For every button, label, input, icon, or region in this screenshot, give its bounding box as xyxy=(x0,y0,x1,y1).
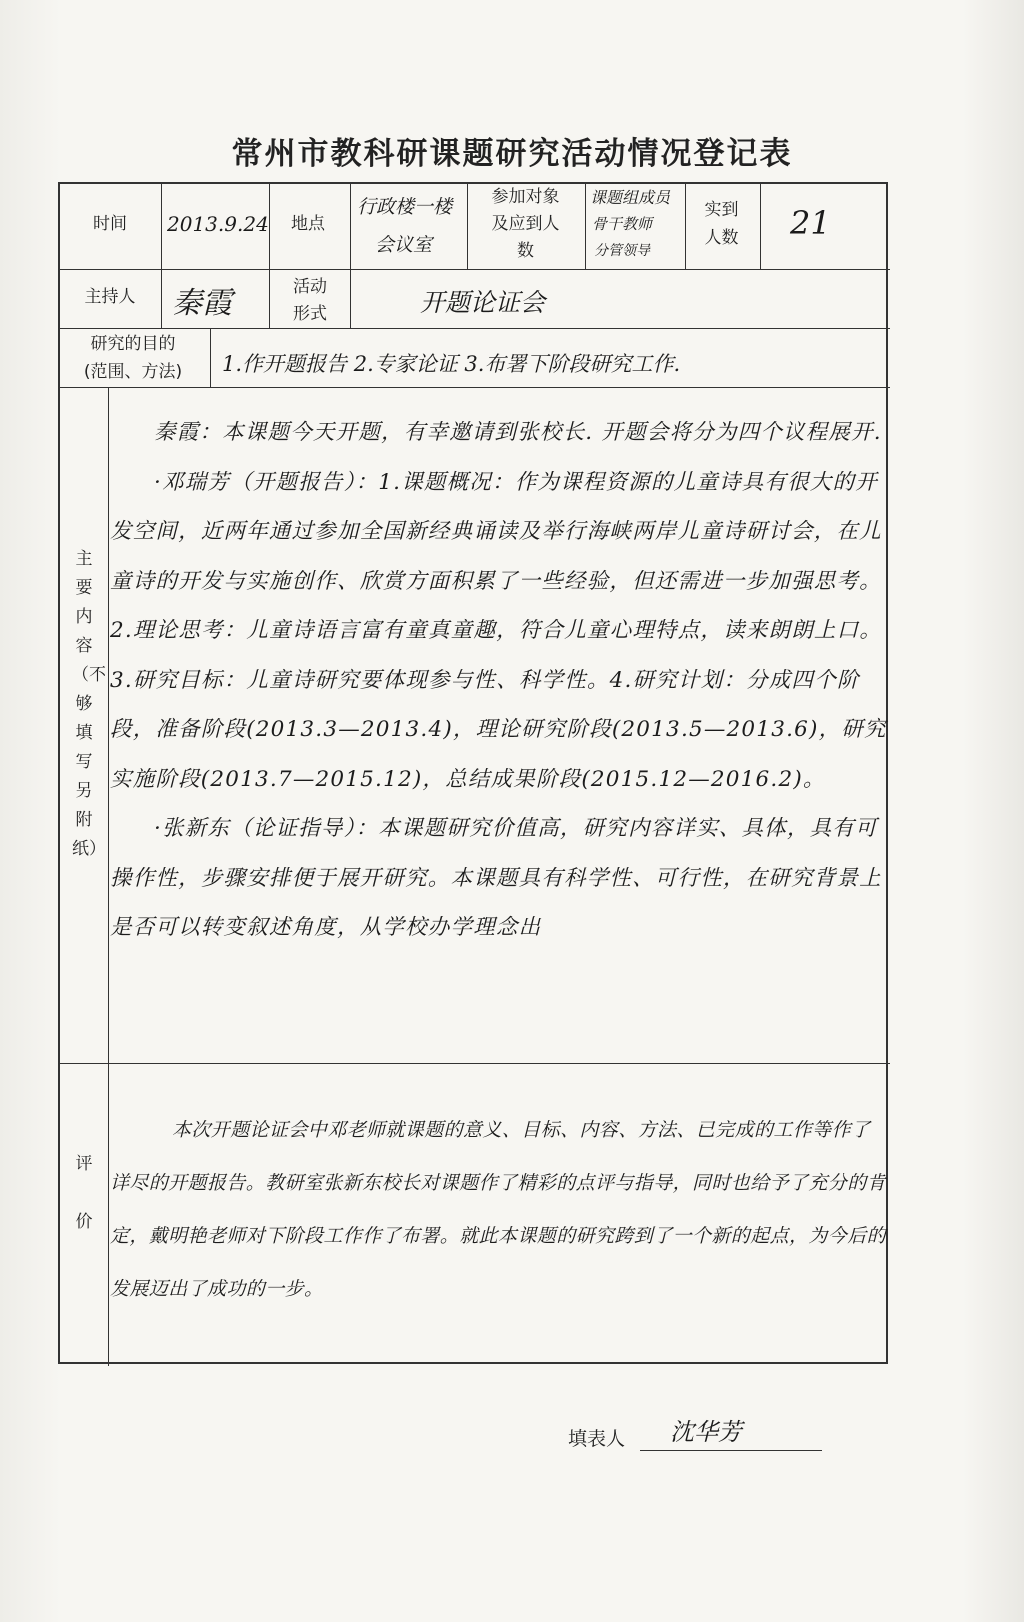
participants-label-line1: 参加对象 xyxy=(491,187,560,207)
participants-label-line2: 及应到人 xyxy=(491,214,560,234)
filler-label: 填表人 xyxy=(568,1428,626,1450)
purpose-value: 1.作开题报告 2.专家论证 3.布署下阶段研究工作. xyxy=(222,352,681,376)
participants-value-line2: 骨干教师 xyxy=(592,215,653,233)
purpose-label-line2: (范围、方法) xyxy=(83,362,183,382)
col-divider xyxy=(210,328,211,387)
row-divider xyxy=(60,387,890,388)
time-label: 时间 xyxy=(93,214,127,234)
participants-label-line3: 数 xyxy=(517,241,534,261)
form-label-line1: 活动 xyxy=(293,277,327,297)
evaluation-label-line2: 价 xyxy=(75,1212,93,1232)
col-divider xyxy=(585,184,586,269)
attendance-value: 21 xyxy=(790,204,831,242)
evaluation-label-line1: 评 xyxy=(75,1154,93,1174)
filler-signature-line xyxy=(640,1450,822,1451)
evaluation-text xyxy=(110,1104,886,1316)
purpose-label-line1: 研究的目的 xyxy=(90,334,176,354)
col-divider xyxy=(108,387,109,1366)
host-value: 秦霞 xyxy=(172,286,232,321)
col-divider xyxy=(350,184,351,269)
main-content-label: 主要内容（不够填写另附纸） xyxy=(72,549,106,859)
content-paragraph: ·邓瑞芳（开题报告）：1.课题概况：作为课程资源的儿童诗具有很大的开发空间，近两年通过参加全国新经典诵读及举行海峡两岸儿童诗研讨会，在儿童诗的开发与实施创作、欣赏方面积累了一些经验，但还需进一步加强思考。2.理论思考：儿童诗语言富有童真童趣，符合儿童心理特点，读来朗朗上口。3.研究目标：儿童诗研究要体现参与性、科学性。4.研究计划：分成四个阶段，准备阶段(2013.3—2013.4)，理论研究阶段(2013.5—2013.6)，研究实施阶段(2013.7—2015.12)，总结成果阶段(2015.12—2016.2)。 xyxy=(110,469,887,792)
col-divider xyxy=(161,184,162,328)
form-label-line2: 形式 xyxy=(293,304,327,324)
filler-signature: 沈华芳 xyxy=(670,1418,742,1446)
host-label: 主持人 xyxy=(84,287,136,307)
row-divider xyxy=(60,1063,890,1064)
place-value-line1: 行政楼一楼 xyxy=(357,196,453,218)
form-title: 常州市教科研课题研究活动情况登记表 xyxy=(231,136,793,172)
content-paragraph: 秦霞：本课题今天开题，有幸邀请到张校长. 开题会将分为四个议程展开. xyxy=(154,420,882,445)
col-divider xyxy=(760,184,761,269)
place-label: 地点 xyxy=(291,214,325,234)
row-divider xyxy=(60,269,890,270)
row-divider xyxy=(60,328,890,329)
attendance-label-line1: 实到 xyxy=(704,200,739,220)
time-value: 2013.9.24 xyxy=(167,212,269,236)
col-divider xyxy=(350,269,351,328)
main-content-text xyxy=(110,408,890,953)
participants-value-line1: 课题组成员 xyxy=(590,188,671,207)
content-paragraph: ·张新东（论证指导）：本课题研究价值高，研究内容详实、具体，具有可操作性，步骤安排便于展开研究。本课题具有科学性、可行性，在研究背景上是否可以转变叙述角度，从学校办学理念出 xyxy=(110,816,882,940)
form-value: 开题论证会 xyxy=(420,288,546,317)
place-value-line2: 会议室 xyxy=(375,234,433,256)
attendance-label-line2: 人数 xyxy=(704,228,739,248)
participants-value-line3: 分管领导 xyxy=(594,243,650,259)
evaluation-paragraph: 本次开题论证会中邓老师就课题的意义、目标、内容、方法、已完成的工作等作了详尽的开题报告。教研室张新东校长对课题作了精彩的点评与指导，同时也给予了充分的肯定，戴明艳老师对下阶段工作作了布署。就此本课题的研究跨到了一个新的起点，为今后的发展迈出了成功的一步。 xyxy=(110,1119,887,1300)
